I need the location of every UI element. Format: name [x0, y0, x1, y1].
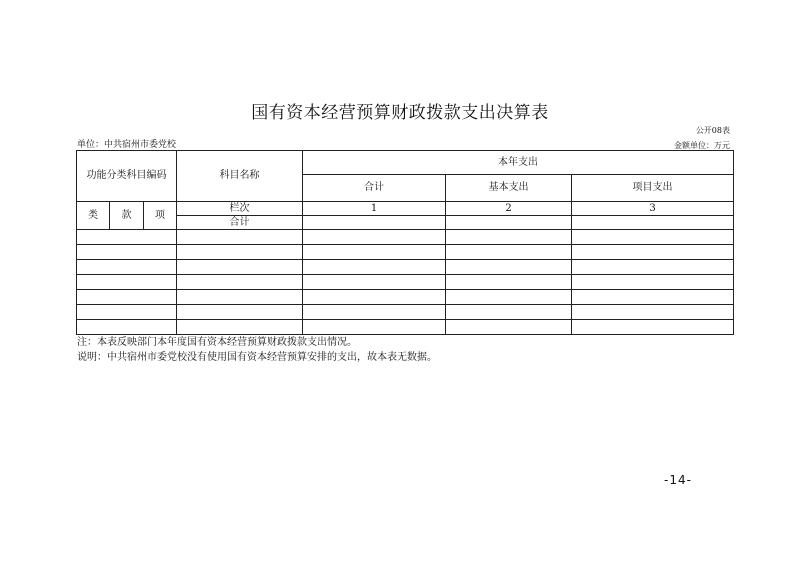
header-func-code: 功能分类科目编码	[77, 151, 177, 202]
table-row	[77, 245, 734, 260]
row-lanci-label: 栏次	[177, 202, 303, 216]
budget-table	[76, 150, 734, 335]
note-scope: 注：本表反映部门本年度国有资本经营预算财政拨款支出情况。	[77, 337, 357, 348]
unit-label: 单位：中共宿州市委党校	[77, 140, 177, 150]
basic-cell	[446, 216, 572, 230]
form-number: 公开08表	[695, 126, 730, 135]
page-number: -14-	[664, 473, 692, 487]
header-project: 项目支出	[572, 175, 734, 202]
page-title: 国有资本经营预算财政拨款支出决算表	[251, 103, 549, 123]
total-cell	[303, 216, 446, 230]
header-lei: 类	[77, 202, 110, 230]
header-subject-name: 科目名称	[177, 151, 303, 202]
table-row	[77, 305, 734, 320]
table-row	[77, 230, 734, 245]
table-row	[77, 260, 734, 275]
table-row	[77, 275, 734, 290]
header-total: 合计	[303, 175, 446, 202]
lanci-2: 2	[446, 202, 572, 216]
note-explanation: 说明：中共宿州市委党校没有使用国有资本经营预算安排的支出，故本表无数据。	[77, 352, 437, 363]
header-kuan: 款	[110, 202, 144, 230]
header-xiang: 项	[144, 202, 177, 230]
table-row	[77, 290, 734, 305]
header-basic: 基本支出	[446, 175, 572, 202]
money-unit-label: 金额单位：万元	[674, 141, 730, 150]
lanci-1: 1	[303, 202, 446, 216]
project-cell	[572, 216, 734, 230]
lanci-3: 3	[572, 202, 734, 216]
row-total-label: 合计	[177, 216, 303, 230]
header-current-year: 本年支出	[303, 151, 734, 175]
